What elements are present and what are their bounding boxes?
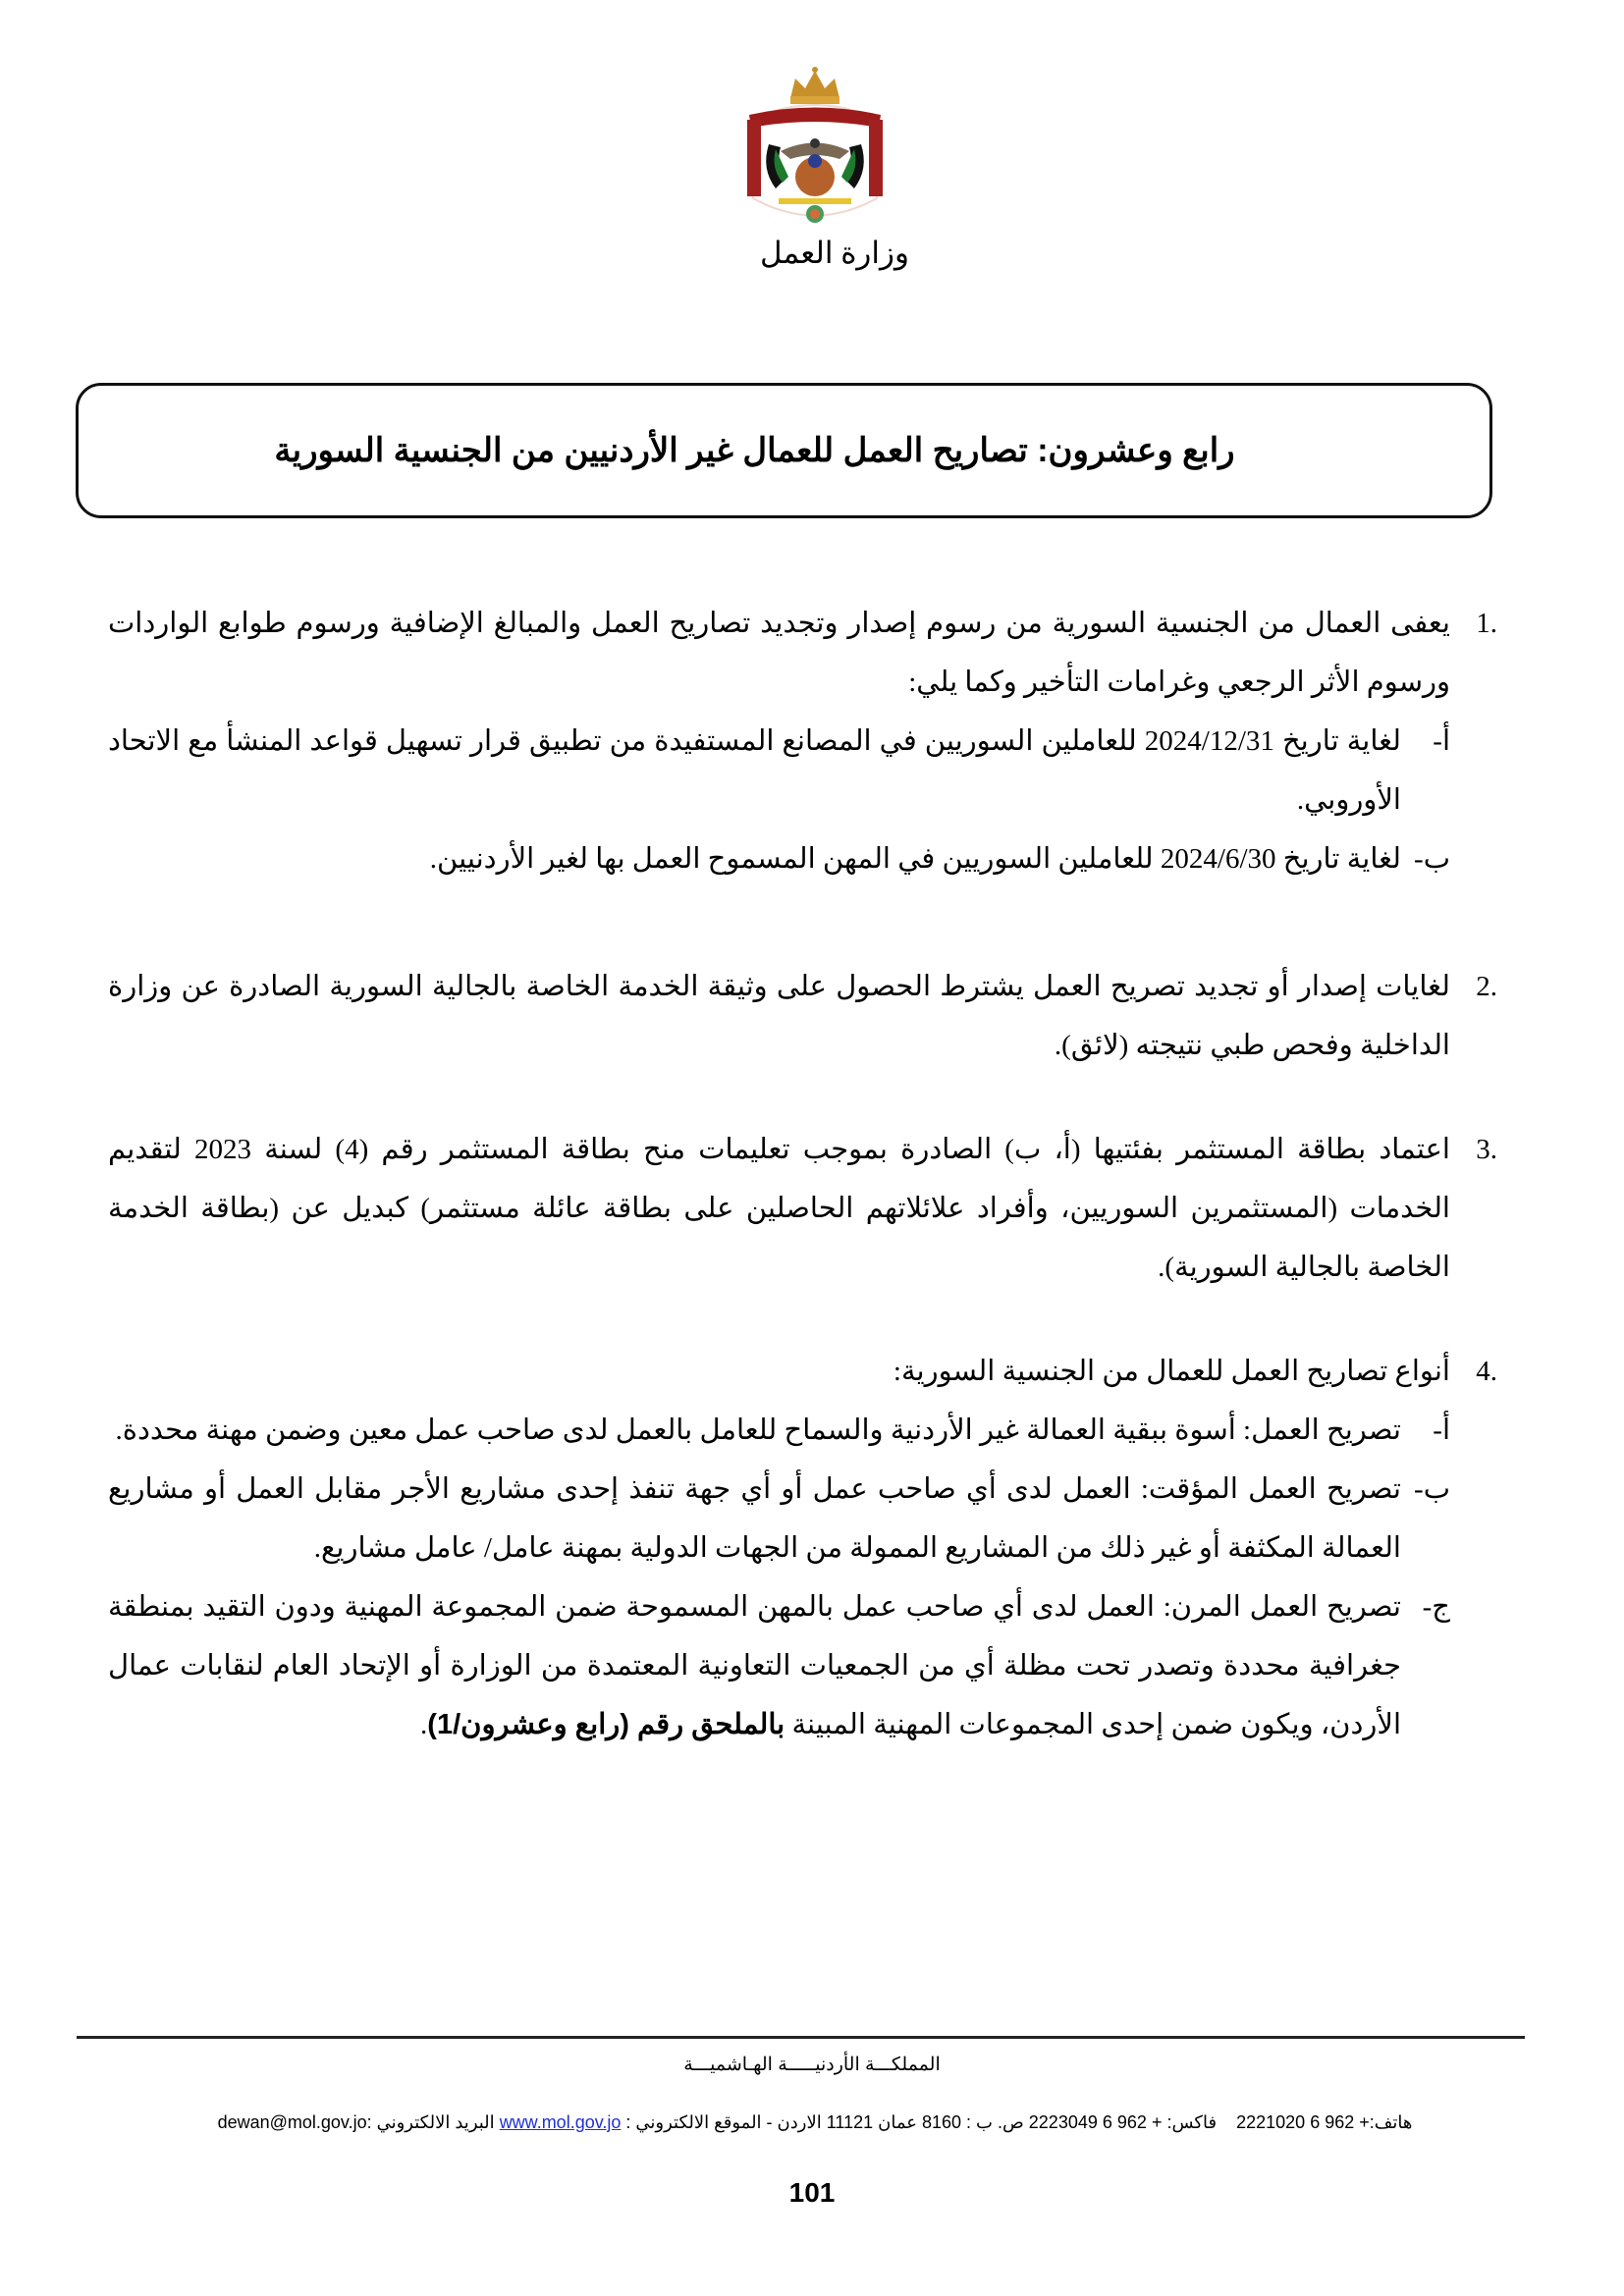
list-item-4 — [108, 1342, 1497, 1754]
ministry-name: وزارة العمل — [760, 236, 909, 270]
email-address[interactable]: dewan@mol.gov.jo — [217, 2112, 367, 2132]
item-number: 1. — [1476, 608, 1497, 639]
item-text: أنواع تصاريح العمل للعمال من الجنسية السورية: — [893, 1356, 1450, 1387]
spacer — [108, 888, 1497, 957]
sub-item-text: تصريح العمل المرن: العمل لدى أي صاحب عمل بالمهن المسموحة ضمن المجموعة المهنية ودون التقيد بمنطقة جغرافية محددة وتصدر تحت مظلة أي من الجمعيات التعاونية المعتمدة من الوزارة أو الإتحاد العام لنقابات عمال الأردن، ويكون ضمن إحدى المجموعات المهنية المبينة — [108, 1591, 1401, 1740]
item-text: اعتماد بطاقة المستثمر بفئتيها (أ، ب) الصادرة بموجب تعليمات منح بطاقة المستثمر رقم (4) لسنة 2023 لتقديم الخدمات (المستثمرين السوريين، وأفراد علائلاتهم الحاصلين على بطاقة عائلة مستثمر) كبديل عن (بطاقة الخدمة الخاصة بالجالية السورية). — [108, 1134, 1450, 1283]
sub-item-tail: . — [420, 1709, 428, 1740]
footer-divider — [77, 2036, 1525, 2039]
website-link[interactable]: www.mol.gov.jo — [499, 2112, 622, 2132]
footer-kingdom-name: المملكـــة الأردنيـــــة الهـاشميـــة — [683, 2055, 941, 2075]
sub-item-letter: أ- — [1433, 725, 1450, 757]
list-item-3 — [108, 1120, 1497, 1297]
spacer — [108, 1297, 1497, 1342]
sub-item-letter: ب- — [1414, 1473, 1450, 1505]
document-body — [108, 594, 1497, 1754]
section-title-box — [76, 383, 1492, 518]
item-text: يعفى العمال من الجنسية السورية من رسوم إصدار وتجديد تصاريح العمل والمبالغ الإضافية ورسوم طوابع الواردات ورسوم الأثر الرجعي وغرامات التأخير وكما يلي: — [108, 608, 1450, 698]
sub-item-a — [108, 1401, 1450, 1460]
sub-item-letter: ج- — [1422, 1591, 1450, 1623]
postal-address: ص. ب : 8160 عمان 11121 الاردن - الموقع الالكتروني : — [625, 2112, 1024, 2132]
item-number: 2. — [1476, 971, 1497, 1002]
list-item-1 — [108, 594, 1497, 888]
fax-number: فاكس: + 962 6 2223049 — [1028, 2112, 1218, 2132]
spacer — [108, 1075, 1497, 1120]
sub-item-a — [108, 712, 1450, 829]
sub-item-letter: أ- — [1433, 1415, 1450, 1446]
footer-contact-line — [98, 2112, 1532, 2133]
email-label: البريد الالكتروني : — [366, 2112, 495, 2132]
sub-item-letter: ب- — [1414, 843, 1450, 875]
sub-item-b — [108, 1460, 1450, 1577]
section-title: رابع وعشرون: تصاريح العمل للعمال غير الأردنيين من الجنسية السورية — [274, 432, 1235, 469]
phone-number: هاتف:+ 962 6 2221020 — [1236, 2112, 1413, 2132]
annex-reference: بالملحق رقم (رابع وعشرون/1) — [427, 1709, 785, 1740]
item-number: 3. — [1476, 1134, 1497, 1165]
page-number: 101 — [788, 2177, 836, 2208]
sub-item-b — [108, 829, 1450, 888]
sub-item-text: لغاية تاريخ 2024/6/30 للعاملين السوريين في المهن المسموح العمل بها لغير الأردنيين. — [429, 843, 1401, 875]
sub-item-c — [108, 1577, 1450, 1754]
item-number: 4. — [1476, 1356, 1497, 1387]
jordan-coat-of-arms-icon — [731, 61, 898, 228]
list-item-2 — [108, 957, 1497, 1075]
sub-item-text: تصريح العمل المؤقت: العمل لدى أي صاحب عمل أو أي جهة تنفذ إحدى مشاريع الأجر مقابل العمل أو مشاريع العمالة المكثفة أو غير ذلك من المشاريع الممولة من الجهات الدولية بمهنة عامل/ عامل مشاريع. — [108, 1473, 1401, 1564]
item-text: لغايات إصدار أو تجديد تصريح العمل يشترط الحصول على وثيقة الخدمة الخاصة بالجالية السورية الصادرة عن وزارة الداخلية وفحص طبي نتيجته (لائق). — [108, 971, 1450, 1061]
sub-item-text: لغاية تاريخ 2024/12/31 للعاملين السوريين في المصانع المستفيدة من تطبيق قرار تسهيل قواعد المنشأ مع الاتحاد الأوروبي. — [108, 725, 1402, 816]
sub-item-text: تصريح العمل: أسوة ببقية العمالة غير الأردنية والسماح للعامل بالعمل لدى صاحب عمل معين وضمن مهنة محددة. — [115, 1415, 1401, 1446]
